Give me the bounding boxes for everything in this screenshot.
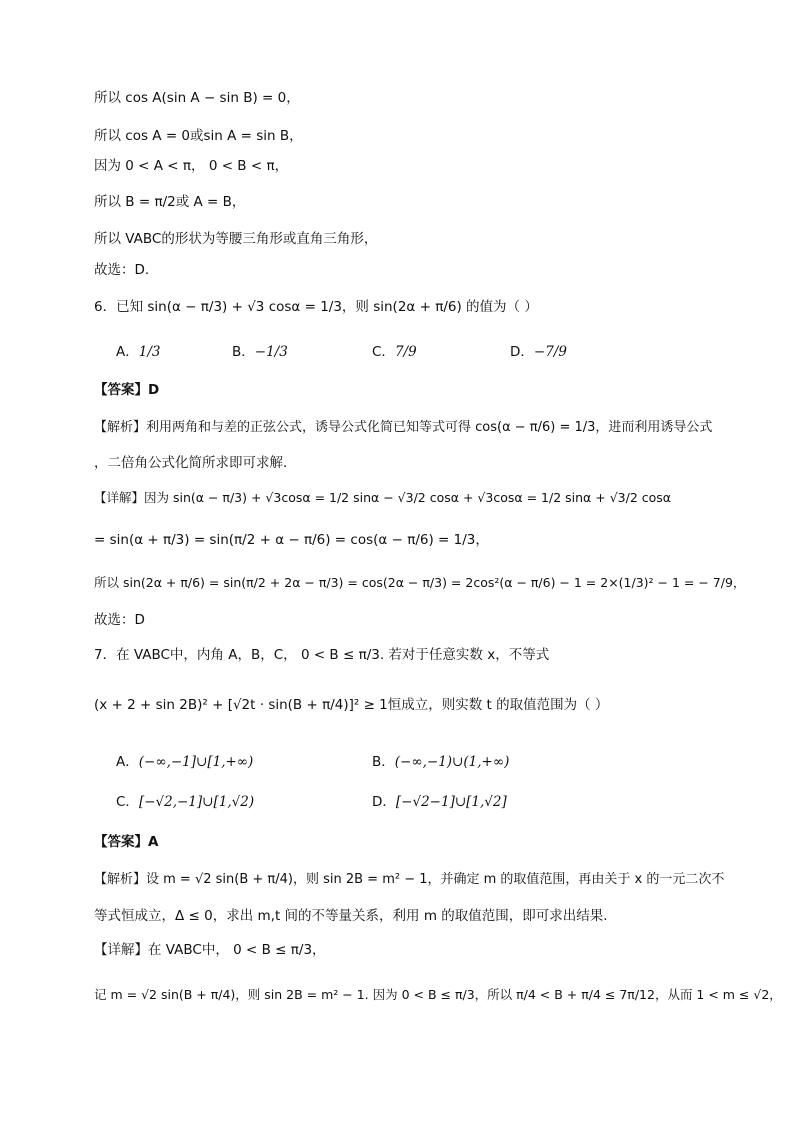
text-line: 因为 0 < A < π， 0 < B < π，	[94, 158, 289, 174]
text-line: ，二倍角公式化简所求即可求解．	[94, 455, 297, 471]
q6-choice-b: B．−1/3	[232, 344, 288, 360]
text-line: 等式恒成立，Δ ≤ 0，求出 m,t 间的不等量关系，利用 m 的取值范围，即可求出结果.	[94, 908, 608, 924]
text-line: 故选：D.	[94, 262, 150, 278]
text-line: 所以 cos A = 0或sin A = sin B，	[94, 128, 303, 144]
text-line: 所以 VABC的形状为等腰三角形或直角三角形，	[94, 231, 378, 247]
question-6: 6．已知 sin(α − π/3) + √3 cosα = 1/3，则 sin(2α + π/6) 的值为（ ）	[94, 299, 538, 315]
answer-label: 【答案】A	[94, 834, 159, 850]
q6-choice-a: A．1/3	[116, 344, 161, 360]
question-7: 7．在 VABC中，内角 A，B，C， 0 < B ≤ π/3. 若对于任意实数 x，不等式	[94, 647, 550, 663]
q6-choice-c: C．7/9	[372, 344, 417, 360]
q7-choice-a: A．(−∞,−1]∪[1,+∞)	[116, 754, 254, 770]
text-line: 故选：D	[94, 612, 145, 628]
text-line: 所以 sin(2α + π/6) = sin(π/2 + 2α − π/3) = cos(2α − π/3) = 2cos²(α − π/6) − 1 = 2×(1/3)² − 1 = − 7/9，	[94, 575, 746, 590]
q7-choice-b: B．(−∞,−1)∪(1,+∞)	[372, 754, 510, 770]
text-line: 所以 cos A(sin A − sin B) = 0，	[94, 90, 300, 106]
answer-label: 【答案】D	[94, 382, 160, 398]
q7-choice-c: C．[−√2,−1]∪[1,√2)	[116, 794, 255, 810]
detail-line: 【详解】在 VABC中， 0 < B ≤ π/3，	[94, 942, 326, 958]
analysis-line: 【解析】利用两角和与差的正弦公式，诱导公式化简已知等式可得 cos(α − π/6) = 1/3，进而利用诱导公式	[94, 420, 713, 435]
text-line: (x + 2 + sin 2B)² + [√2t · sin(B + π/4)]² ≥ 1恒成立，则实数 t 的取值范围为（ ）	[94, 697, 609, 713]
text-line: = sin(α + π/3) = sin(π/2 + α − π/6) = cos(α − π/6) = 1/3，	[94, 532, 489, 548]
q7-choice-d: D．[−√2−1]∪[1,√2]	[372, 794, 507, 810]
detail-line: 【详解】因为 sin(α − π/3) + √3cosα = 1/2 sinα − √3/2 cosα + √3cosα = 1/2 sinα + √3/2 cosα	[94, 490, 672, 505]
text-line: 记 m = √2 sin(B + π/4)，则 sin 2B = m² − 1. 因为 0 < B ≤ π/3，所以 π/4 < B + π/4 ≤ 7π/12，从而 1 < m ≤ √2，	[94, 987, 782, 1002]
q6-choice-d: D．−7/9	[510, 344, 567, 360]
analysis-line: 【解析】设 m = √2 sin(B + π/4)，则 sin 2B = m² − 1，并确定 m 的取值范围，再由关于 x 的一元二次不	[94, 872, 725, 887]
text-line: 所以 B = π/2或 A = B，	[94, 194, 246, 210]
